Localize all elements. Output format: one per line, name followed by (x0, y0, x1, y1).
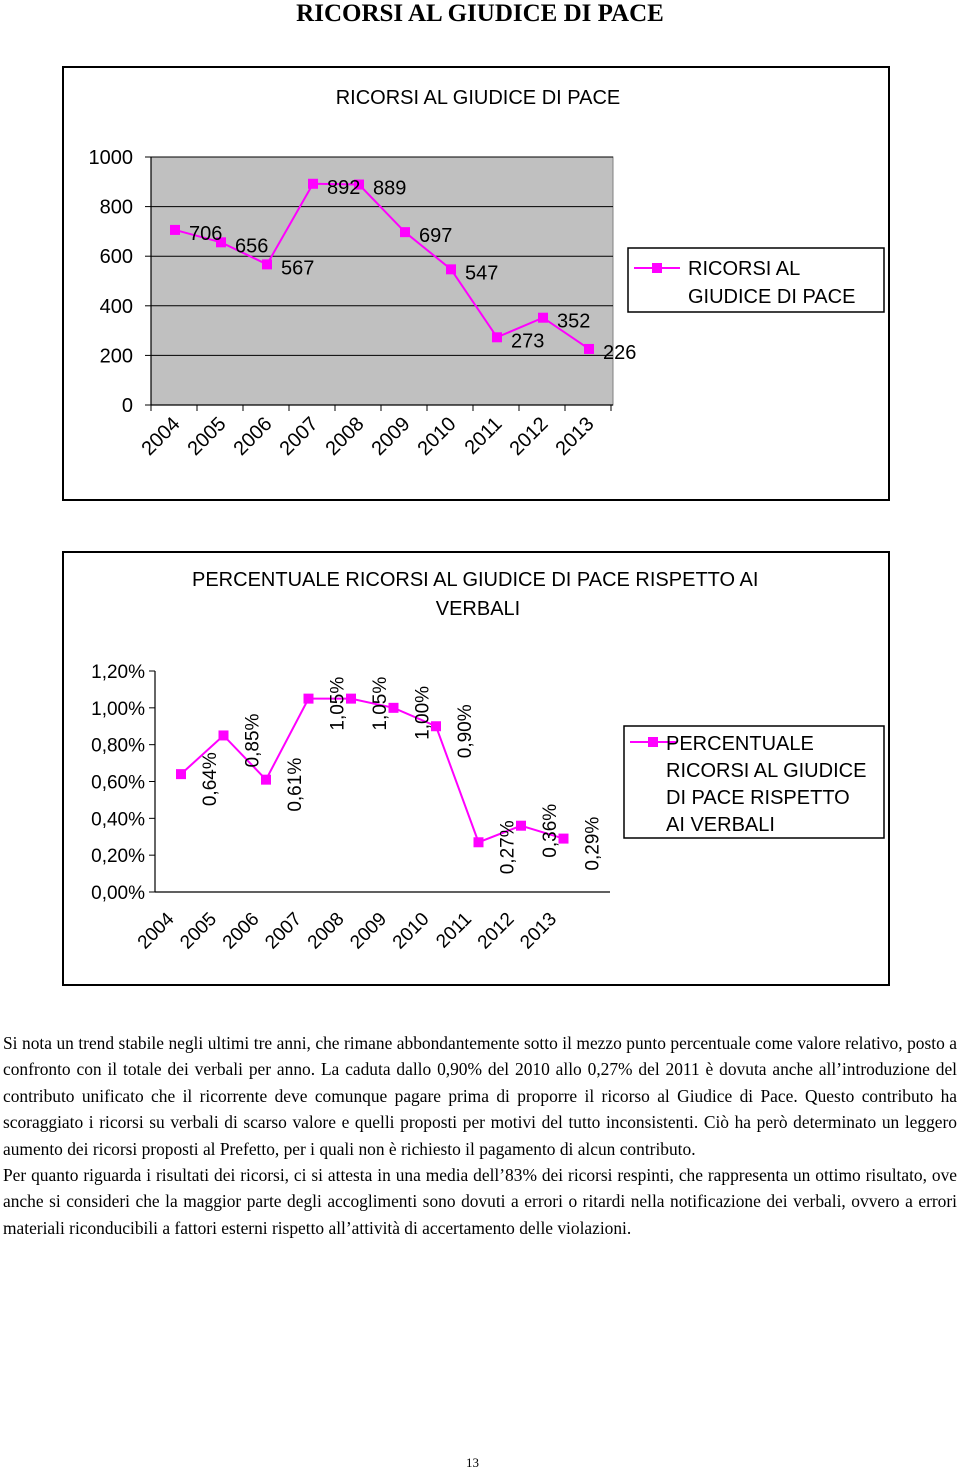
y-tick-label: 0 (121, 395, 133, 417)
data-label: 697 (419, 225, 453, 248)
x-tick-label: 2008 (321, 412, 369, 461)
chart-title: RICORSI AL GIUDICE DI PACE (335, 87, 621, 109)
data-point (176, 769, 186, 779)
x-tick-label: 2011 (432, 908, 477, 953)
chart-legend (624, 726, 884, 838)
chart-title-line-1: PERCENTUALE RICORSI AL GIUDICE DI PACE RISPETTO AI (192, 569, 759, 591)
legend-marker-swatch (648, 737, 658, 747)
legend-label-line-1: PERCENTUALE (666, 733, 814, 755)
y-tick-label: 0,20% (91, 846, 145, 868)
x-tick-label: 2005 (176, 908, 222, 954)
data-point (446, 264, 456, 274)
data-label: 0,61% (285, 757, 306, 812)
data-label: 1,05% (370, 676, 391, 731)
body-text (3, 1030, 957, 1241)
data-label: 0,27% (497, 820, 519, 875)
legend-label-line-3: DI PACE RISPETTO (666, 787, 850, 809)
x-tick-label: 2013 (516, 908, 562, 954)
data-label: 706 (189, 222, 223, 245)
data-point (400, 227, 410, 237)
data-label: 352 (557, 310, 591, 333)
data-label: 892 (327, 176, 361, 199)
x-tick-label: 2005 (183, 412, 231, 461)
y-tick-label: 1000 (88, 147, 133, 169)
data-point (262, 259, 272, 269)
data-point (538, 313, 548, 323)
x-tick-label: 2007 (275, 412, 323, 461)
paragraph-1: Si nota un trend stabile negli ultimi tre anni, che rimane abbondantemente sotto il mezzo punto percentuale come valore relativo, posto a confronto con il totale dei verbali per anno. La caduta dallo 0,90% del 2010 allo 0,27% del 2011 è dovuta anche all’introduzione del contributo unificato che il ricorrente deve comunque pagare prima di proporre il ricorso al Giudice di Pace. Questo contributo ha scoraggiato i ricorsi su verbali di scarso valore e quelli proposti per motivi del tutto inconsistenti. Ciò ha però determinato un leggero aumento dei ricorsi proposti al Prefetto, per i quali non è richiesto il pagamento di alcun contributo. (3, 1033, 957, 1159)
x-tick-label: 2004 (133, 908, 179, 954)
data-point (170, 225, 180, 235)
x-tick-label: 2010 (388, 908, 434, 954)
data-point (261, 775, 271, 785)
data-point (492, 332, 502, 342)
x-tick-label: 2012 (473, 908, 519, 954)
legend-label-line-2: RICORSI AL GIUDICE (666, 760, 867, 782)
legend-label-line-1: RICORSI AL (688, 258, 800, 280)
data-label: 1,05% (327, 676, 349, 731)
y-tick-label: 0,60% (91, 772, 145, 794)
data-label: 656 (235, 235, 269, 258)
x-tick-label: 2010 (413, 412, 461, 461)
data-label: 889 (373, 177, 407, 200)
y-tick-label: 0,80% (91, 735, 145, 757)
legend-label-line-4: AI VERBALI (666, 814, 775, 836)
x-tick-label: 2008 (303, 908, 349, 954)
legend-label-line-2: GIUDICE DI PACE (688, 286, 856, 308)
x-tick-label: 2006 (218, 908, 264, 954)
data-point (584, 344, 594, 354)
y-tick-label: 600 (99, 246, 133, 269)
data-point (304, 694, 314, 704)
y-tick-label: 1,00% (91, 698, 145, 720)
x-tick-label: 2012 (505, 412, 553, 461)
data-label: 1,00% (412, 685, 434, 740)
data-label: 273 (511, 330, 545, 353)
data-point (474, 837, 484, 847)
data-label: 0,90% (455, 704, 476, 759)
x-tick-label: 2009 (346, 908, 392, 954)
legend-marker-swatch (652, 263, 662, 273)
data-label: 567 (281, 257, 315, 280)
y-tick-label: 400 (99, 295, 133, 318)
percentuale-chart (0, 545, 960, 990)
data-label: 0,64% (200, 752, 221, 807)
x-tick-label: 2009 (367, 412, 415, 461)
y-tick-label: 1,20% (91, 662, 145, 683)
page-number: 13 (466, 1455, 479, 1470)
x-tick-label: 2013 (551, 412, 599, 461)
x-tick-label: 2011 (460, 412, 507, 459)
data-label: 0,85% (242, 713, 264, 768)
data-point (219, 730, 229, 740)
x-tick-label: 2004 (137, 412, 185, 461)
data-label: 0,29% (582, 816, 604, 871)
chart-title-line-2: VERBALI (435, 598, 521, 620)
y-tick-label: 0,00% (91, 883, 145, 904)
page-heading: RICORSI AL GIUDICE DI PACE (296, 0, 664, 27)
paragraph-2: Per quanto riguarda i risultati dei ricorsi, ci si attesta in una media dell’83% dei ricorsi respinti, che rappresenta un ottimo risultato, ove anche si consideri che la maggior parte degli accoglimenti sono dovuti a errori o ritardi nella notificazione dei verbali, ovvero a errori materiali riconducibili a fattori esterni rispetto all’attività di accertamento delle violazioni. (3, 1165, 957, 1238)
chart-legend (628, 248, 884, 312)
y-tick-label: 800 (99, 196, 133, 219)
ricorsi-chart (0, 60, 960, 565)
x-tick-label: 2006 (229, 412, 277, 461)
x-tick-label: 2007 (261, 908, 307, 954)
y-tick-label: 200 (99, 345, 133, 368)
y-tick-label: 0,40% (91, 809, 145, 831)
data-label: 547 (465, 262, 499, 285)
data-point (308, 179, 318, 189)
data-label: 0,36% (540, 803, 561, 858)
data-label: 226 (603, 341, 637, 364)
